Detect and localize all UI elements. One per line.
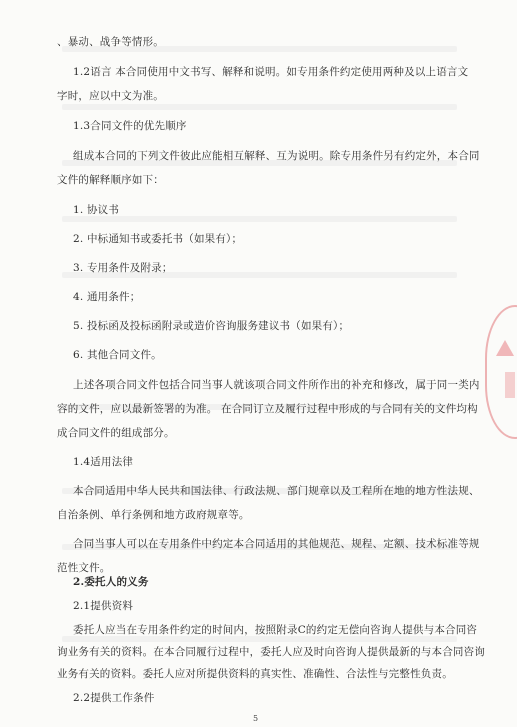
- bleed-through-line: [62, 104, 457, 110]
- paragraph-line: 询业务有关的资料。在本合同履行过程中，委托人应及时向咨询人提供最新的与本合同咨询: [57, 646, 485, 658]
- paragraph-line: 组成本合同的下列文件彼此应能相互解释、互为说明。除专用条件另有约定外，本合同: [73, 150, 480, 162]
- paragraph-line: 字时，应以中文为准。: [57, 90, 164, 102]
- list-item: 4. 通用条件；: [73, 291, 141, 303]
- paragraph-line: 上述各项合同文件包括合同当事人就该项合同文件所作出的补充和修改，属于同一类内: [73, 379, 480, 391]
- page-number: 5: [253, 714, 259, 723]
- paragraph-line: 容的文件，应以最新签署的为准。 在合同订立及履行过程中形成的与合同有关的文件均构: [57, 403, 478, 415]
- section-heading: 1.3合同文件的优先顺序: [73, 120, 187, 132]
- list-item: 2. 中标通知书或委托书（如果有）；: [73, 233, 243, 245]
- paragraph-line: 业务有关的资料。委托人应对所提供资料的真实性、准确性、合法性与完整性负责。: [57, 668, 453, 680]
- chapter-heading: 2.委托人的义务: [73, 576, 149, 588]
- red-seal-mark: [505, 372, 515, 398]
- paragraph-line: 、暴动、战争等情形。: [57, 36, 164, 48]
- list-item: 1. 协议书: [73, 204, 120, 216]
- paragraph-line: 范性文件。: [57, 562, 111, 574]
- paragraph-line: 文件的解释顺序如下：: [57, 174, 164, 186]
- paragraph-line: 本合同适用中华人民共和国法律、行政法规、部门规章以及工程所在地的地方性法规、: [73, 485, 480, 497]
- list-item: 5. 投标函及投标函附录或造价咨询服务建议书（如果有）；: [73, 320, 350, 332]
- paragraph-line: 1.2语言 本合同使用中文书写、解释和说明。如专用条件约定使用两种及以上语言文: [73, 66, 469, 78]
- section-heading: 2.2提供工作条件: [73, 692, 155, 704]
- paragraph-line: 自治条例、单行条例和地方政府规章等。: [57, 509, 250, 521]
- red-seal-star: [496, 340, 514, 356]
- list-item: 3. 专用条件及附录；: [73, 262, 173, 274]
- paragraph-line: 委托人应当在专用条件约定的时间内，按照附录C的约定无偿向咨询人提供与本合同咨: [73, 624, 478, 636]
- section-heading: 2.1提供资料: [73, 600, 134, 612]
- bleed-through-line: [62, 216, 457, 222]
- paragraph-line: 成合同文件的组成部分。: [57, 427, 175, 439]
- list-item: 6. 其他合同文件。: [73, 349, 162, 361]
- section-heading: 1.4适用法律: [73, 456, 134, 468]
- paragraph-line: 合同当事人可以在专用条件中约定本合同适用的其他规范、规程、定额、技术标准等规: [73, 538, 480, 550]
